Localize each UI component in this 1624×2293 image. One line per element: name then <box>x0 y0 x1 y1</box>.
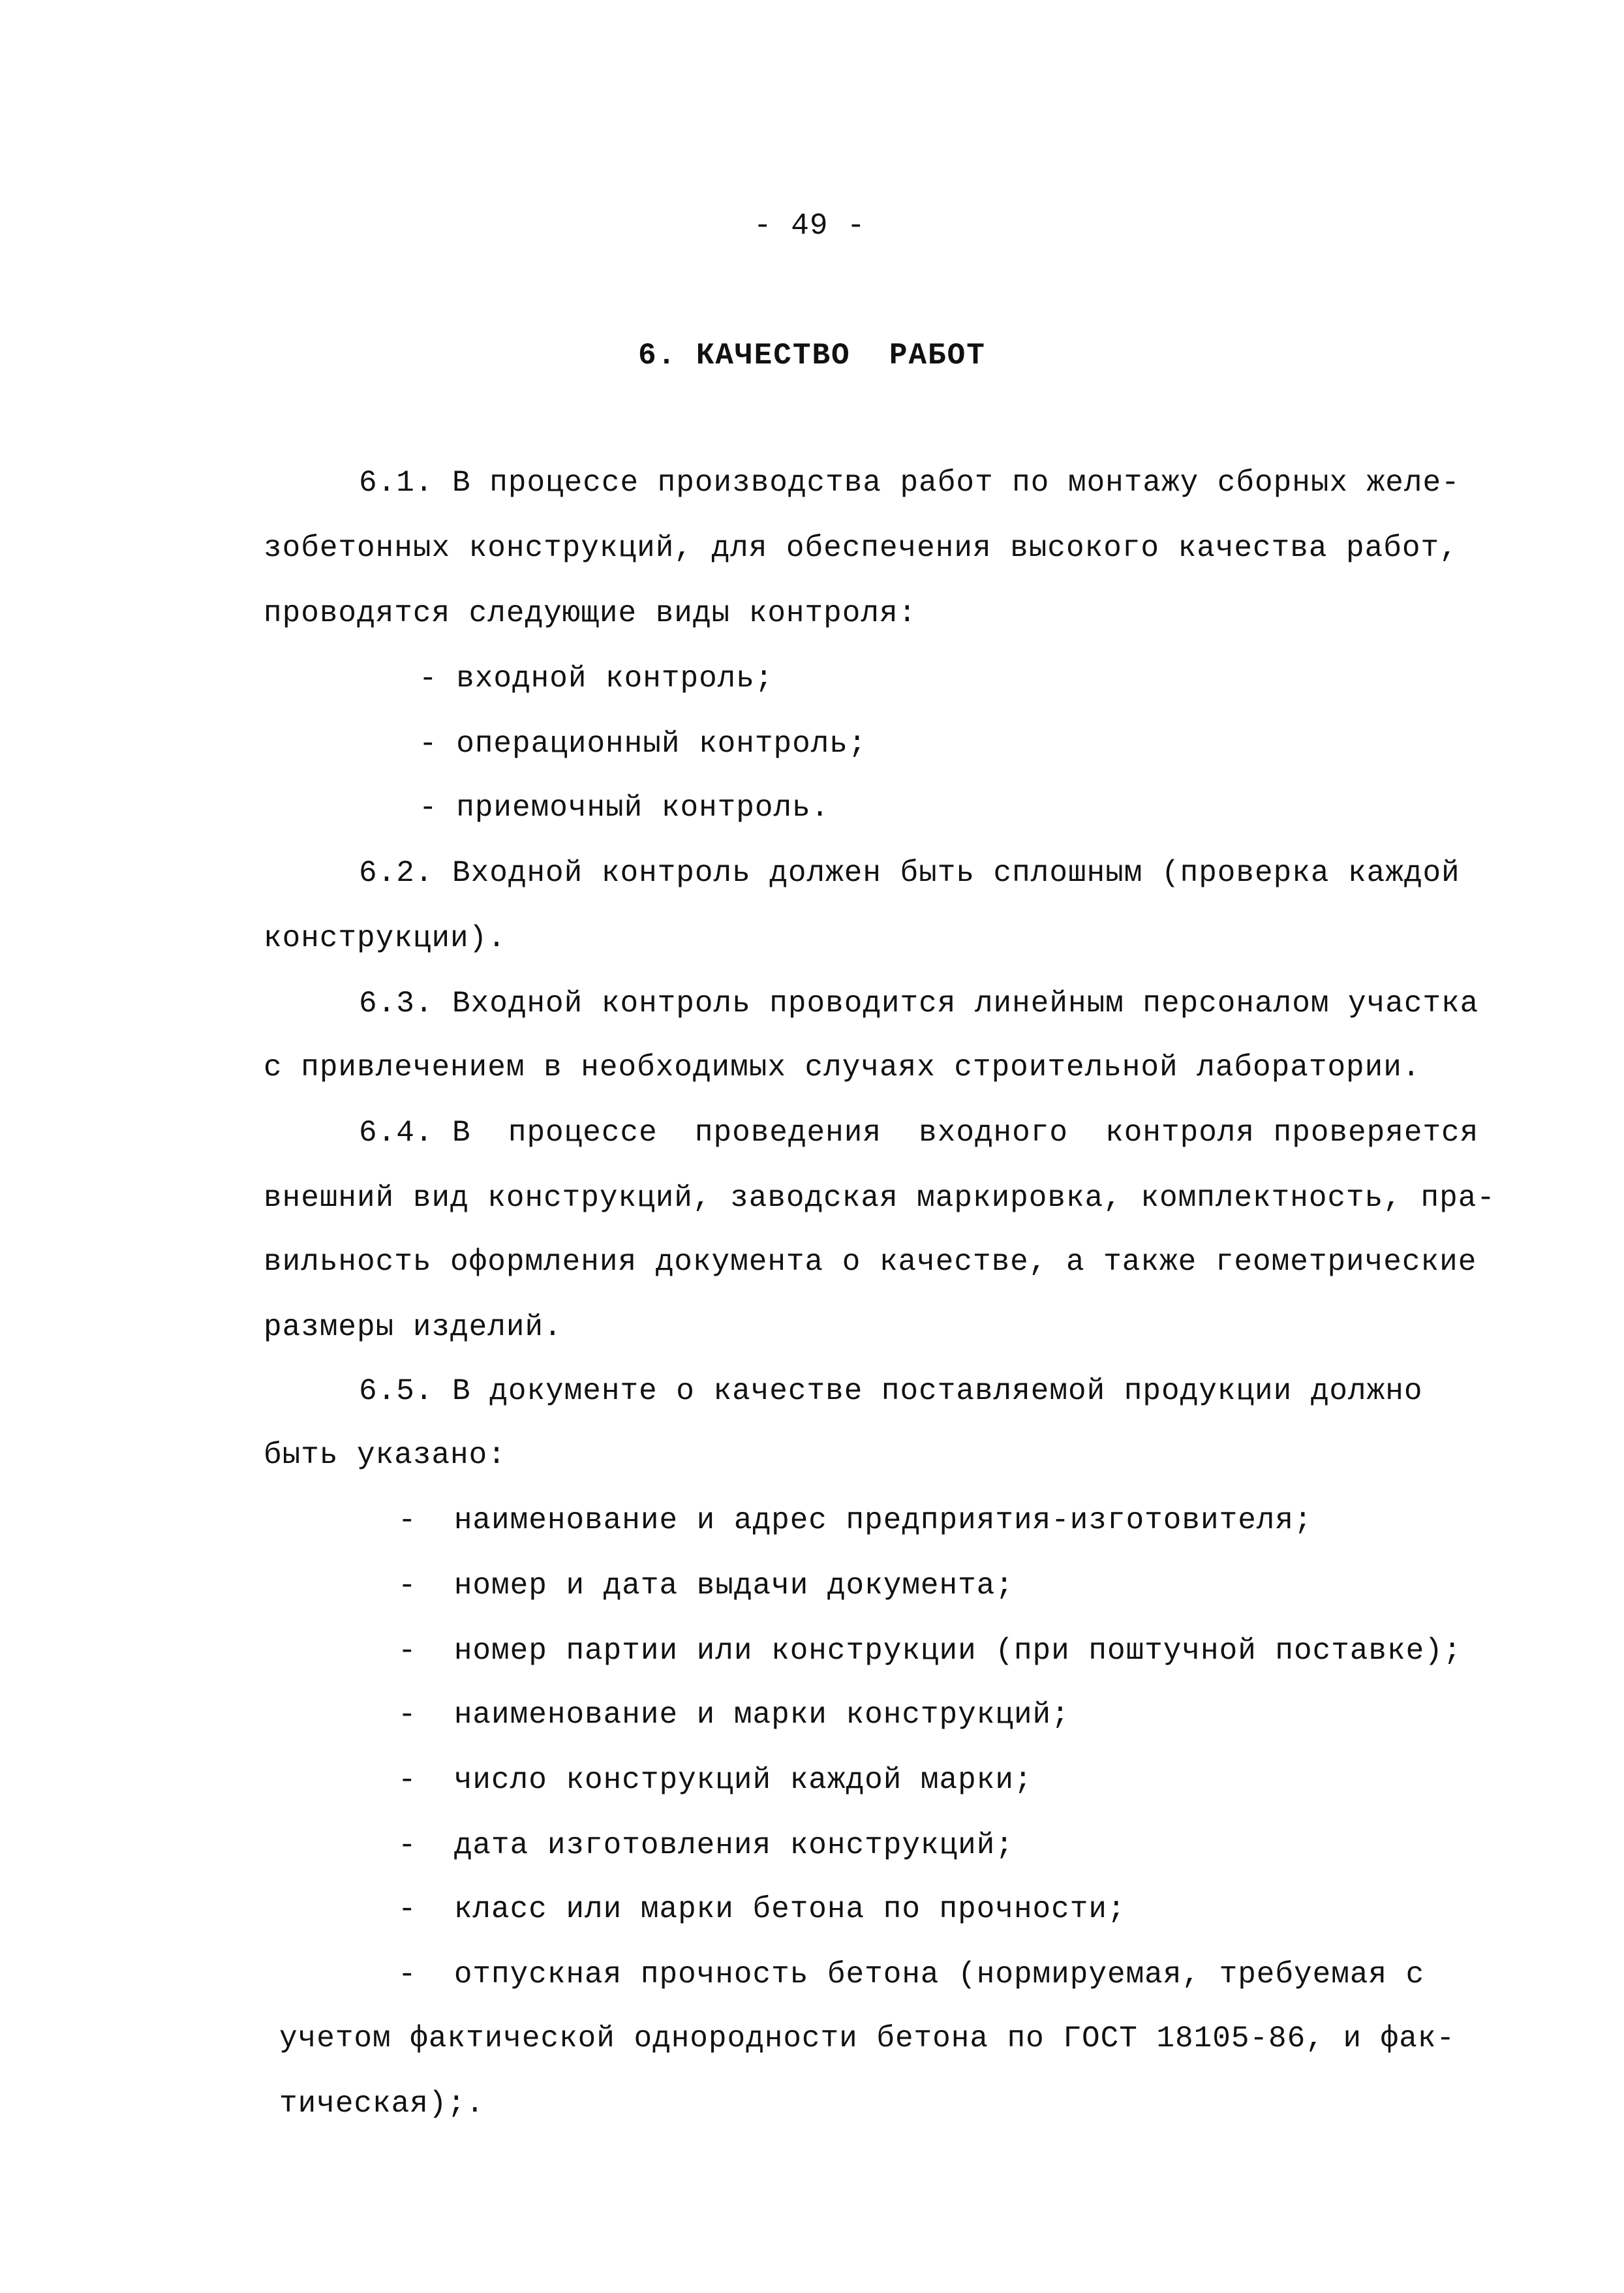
list-item-continuation-line-2: тическая);. <box>279 2087 485 2121</box>
list-item: - номер партии или конструкции (при поштучной поставке); <box>398 1634 1462 1668</box>
paragraph-6-4-line-3: вильность оформления документа о качестве, а также геометрические <box>264 1245 1477 1279</box>
paragraph-6-2-line-2: конструкции). <box>264 921 506 955</box>
list-item: - номер и дата выдачи документа; <box>398 1569 1014 1603</box>
list-item: - класс или марки бетона по прочности; <box>398 1892 1126 1926</box>
paragraph-6-1-line-3: проводятся следующие виды контроля: <box>264 596 917 630</box>
paragraph-6-4-line-1: 6.4. В процессе проведения входного контроля проверяется <box>359 1116 1479 1150</box>
paragraph-6-1-line-2: зобетонных конструкций, для обеспечения высокого качества работ, <box>264 531 1458 565</box>
list-item: - число конструкций каждой марки; <box>398 1763 1033 1797</box>
list-item: - наименование и адрес предприятия-изготовителя; <box>398 1503 1313 1537</box>
paragraph-6-5-line-2: быть указано: <box>264 1438 506 1472</box>
list-item: - отпускная прочность бетона (нормируемая, требуемая с <box>398 1958 1425 1992</box>
list-item: - дата изготовления конструкций; <box>398 1828 1014 1862</box>
list-item: - приемочный контроль. <box>419 791 830 825</box>
section-title: 6. КАЧЕСТВО РАБОТ <box>638 339 986 373</box>
paragraph-6-2-line-1: 6.2. Входной контроль должен быть сплошным (проверка каждой <box>359 856 1460 890</box>
paragraph-6-4-line-2: внешний вид конструкций, заводская маркировка, комплектность, пра- <box>264 1181 1495 1215</box>
paragraph-6-3-line-2: с привлечением в необходимых случаях строительной лаборатории. <box>264 1051 1421 1085</box>
paragraph-6-4-line-4: размеры изделий. <box>264 1310 562 1344</box>
paragraph-6-5-line-1: 6.5. В документе о качестве поставляемой продукции должно <box>359 1374 1423 1408</box>
list-item: - операционный контроль; <box>419 727 867 761</box>
paragraph-6-3-line-1: 6.3. Входной контроль проводится линейным персоналом участка <box>359 987 1479 1021</box>
list-item: - входной контроль; <box>419 662 774 696</box>
page-number: - 49 - <box>754 209 866 243</box>
list-item: - наименование и марки конструкций; <box>398 1698 1070 1732</box>
list-item-continuation-line-1: учетом фактической однородности бетона по ГОСТ 18105-86, и фак- <box>279 2022 1456 2055</box>
paragraph-6-1-line-1: 6.1. В процессе производства работ по монтажу сборных желе- <box>359 466 1460 500</box>
